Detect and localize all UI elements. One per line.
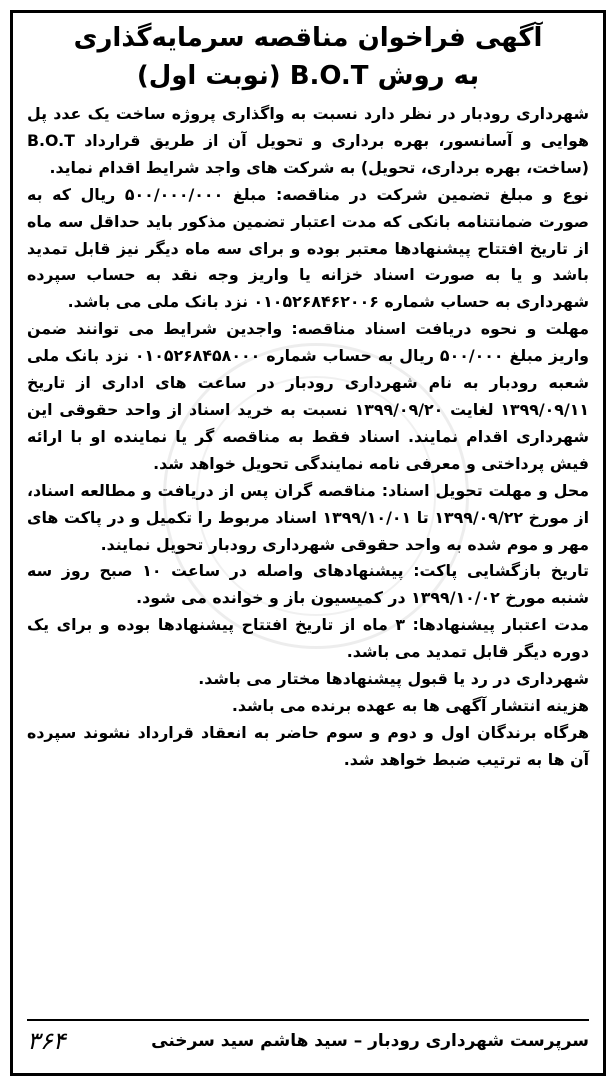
paragraph-rights: شهرداری در رد یا قبول پیشنهادها مختار می باشد.: [198, 669, 589, 689]
title-line-2: به روش B.O.T (نوبت اول): [136, 61, 480, 91]
notice-body: [27, 101, 589, 774]
paragraph-delivery: محل و مهلت تحویل اسناد: مناقصه گران پس از دریافت و مطالعه اسناد، از مورخ ۱۳۹۹/۰۹/۲۲ تا ۱۳۹۹/۱۰/۰۱ اسناد مربوط را تکمیل و در پاکت های مهر و موم شده به واحد حقوقی شهرداری رودبار تحویل نمایند.: [27, 480, 589, 554]
paragraph-validity: مدت اعتبار پیشنهادها: ۳ ماه از تاریخ افتتاح پیشنهادها بوده و برای یک دوره دیگر قابل تمدید می باشد.: [27, 615, 590, 662]
notice-footer: [27, 1019, 589, 1065]
paragraph-opening: تاریخ بازگشایی پاکت: پیشنهادهای واصله در ساعت ۱۰ صبح روز سه شنبه مورخ ۱۳۹۹/۱۰/۰۲ در کمیسیون باز و خوانده می شود.: [27, 561, 589, 608]
paragraph-documents: مهلت و نحوه دریافت اسناد مناقصه: واجدین شرایط می توانند ضمن واریز مبلغ ۵۰۰/۰۰۰ ریال به حساب شماره ۰۱۰۵۲۶۸۴۵۸۰۰۰ نزد بانک ملی شعبه رودبار به نام شهرداری رودبار در ساعت های اداری از تاریخ ۱۳۹۹/۰۹/۱۱ لغایت ۱۳۹۹/۰۹/۲۰ نسبت به خرید اسناد از واحد حقوقی این شهرداری اقدام نمایند. اسناد فقط به مناقصه گر یا نماینده او با ارائه فیش پرداختی و معرفی نامه نمایندگی تحویل خواهد شد.: [27, 319, 590, 473]
paragraph-guarantee: نوع و مبلغ تضمین شرکت در مناقصه: مبلغ ۵۰۰/۰۰۰/۰۰۰ ریال که به صورت ضمانتنامه بانکی که مدت اعتبار تضمین مذکور باید حداقل سه ماه از تاریخ افتتاح پیشنهادها معتبر بوده و برای سه ماه دیگر نیز قابل تمدید باشد و یا به صورت اسناد خزانه یا واریز وجه نقد به حساب سپرده شهرداری به حساب شماره ۰۱۰۵۲۶۸۴۶۲۰۰۶ نزد بانک ملی می باشد.: [27, 184, 589, 312]
notice-frame: [10, 10, 606, 1076]
paragraph-cost: هزینه انتشار آگهی ها به عهده برنده می باشد.: [231, 695, 589, 715]
paragraph-forfeit: هرگاه برندگان اول و دوم و سوم حاضر به انعقاد قرارداد نشوند سپرده آن ها به ترتیب ضبط خواهد شد.: [27, 722, 589, 769]
title-line-1: آگهی فراخوان مناقصه سرمایه‌گذاری: [73, 23, 543, 53]
notice-title: [27, 19, 589, 95]
notice-content: [27, 19, 589, 1073]
paragraph-intro: شهرداری رودبار در نظر دارد نسبت به واگذاری پروژه ساخت یک عدد پل هوایی و آسانسور، بهره برداری و تحویل آن از طریق قرارداد B.O.T (ساخت، بهره برداری، تحویل) به شرکت های واجد شرایط اقدام نماید.: [27, 104, 589, 177]
signature-line: سرپرست شهرداری رودبار – سید هاشم سید سرخنی: [151, 1031, 589, 1051]
handwritten-ref-number: ۳۶۴: [27, 1027, 66, 1055]
